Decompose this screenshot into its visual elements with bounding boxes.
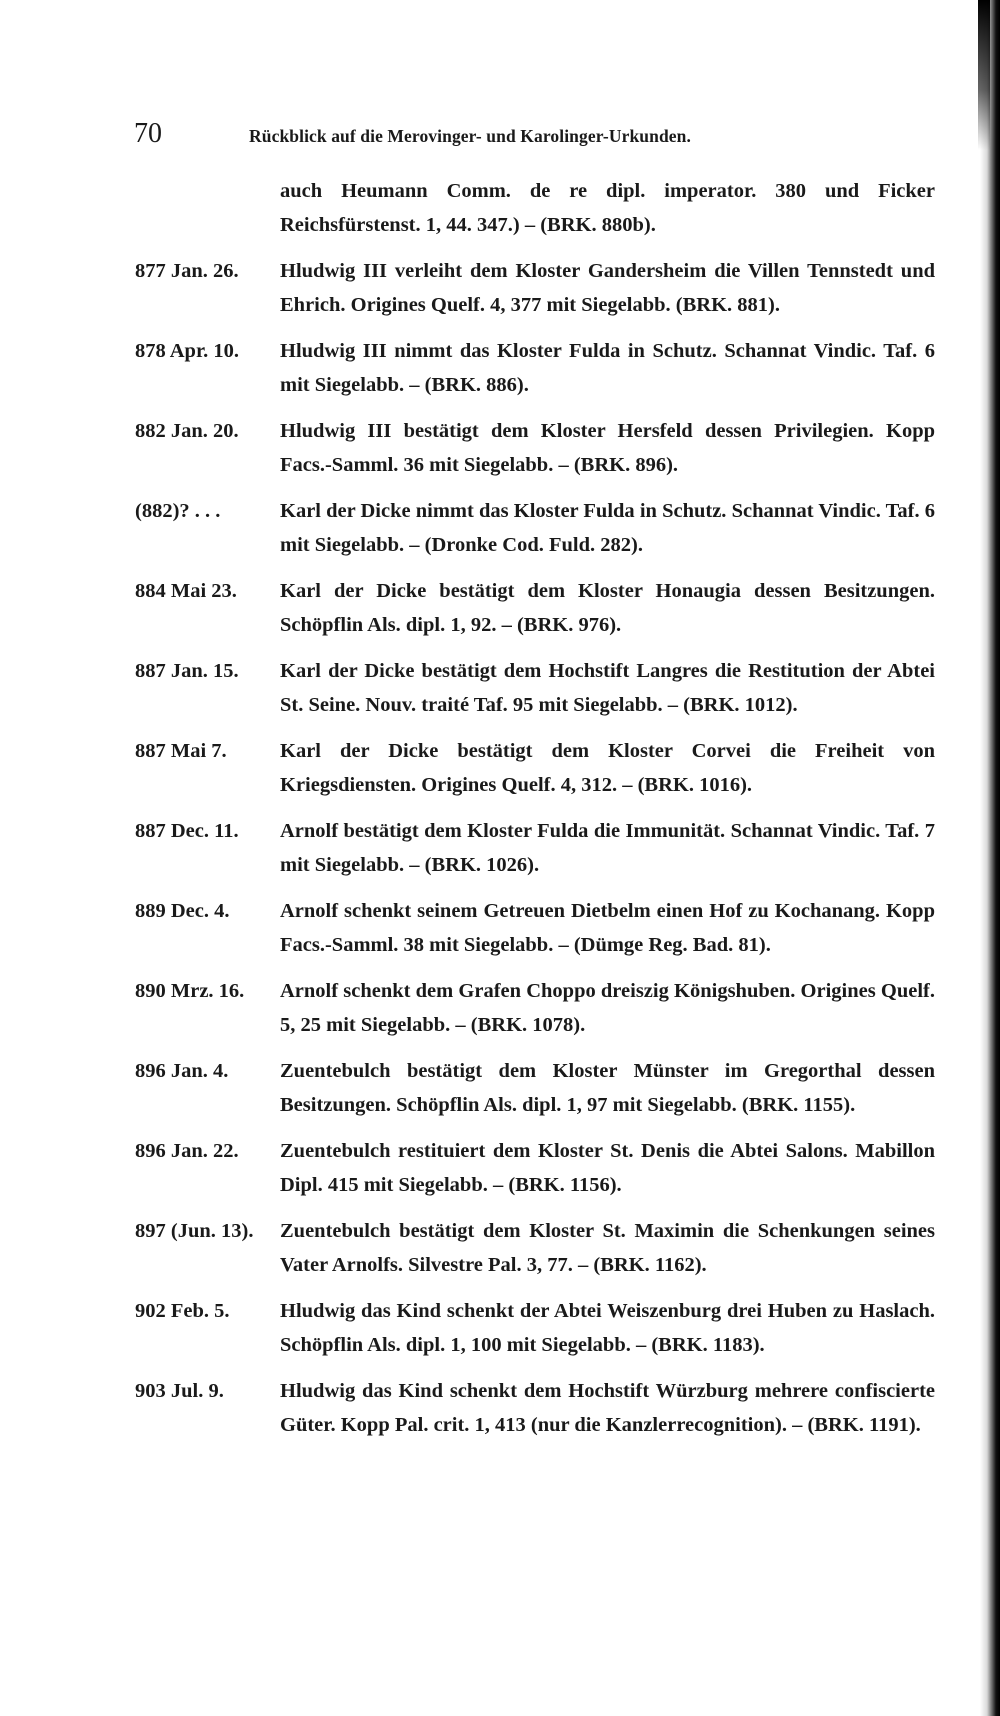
entry-date: 889 Dec. 4. bbox=[135, 900, 230, 922]
entry-date: 887 Mai 7. bbox=[135, 740, 227, 762]
entry-text: Karl der Dicke bestätigt dem Kloster Honaugia dessen Besitzungen. Schöpflin Als. dipl. 1, 92. – (BRK. 976). bbox=[280, 580, 935, 636]
entry-text: Zuentebulch bestätigt dem Kloster Münster im Gregorthal dessen Besitzungen. Schöpflin Als. dipl. 1, 97 mit Siegelabb. (BRK. 1155). bbox=[280, 1060, 935, 1116]
list-item bbox=[135, 894, 965, 962]
list-item bbox=[135, 414, 965, 482]
list-item bbox=[135, 1374, 965, 1442]
entry-date: 902 Feb. 5. bbox=[135, 1300, 230, 1322]
list-item bbox=[135, 974, 965, 1042]
list-item bbox=[135, 494, 965, 562]
entry-date: 897 (Jun. 13). bbox=[135, 1220, 254, 1242]
entry-date: 877 Jan. 26. bbox=[135, 260, 239, 282]
entry-text: Arnolf schenkt seinem Getreuen Dietbelm einen Hof zu Kochanang. Kopp Facs.-Samml. 38 mit Siegelabb. – (Dümge Reg. Bad. 81). bbox=[280, 900, 935, 956]
charter-list bbox=[135, 174, 965, 1454]
list-item bbox=[135, 574, 965, 642]
entry-text: auch Heumann Comm. de re dipl. imperator. 380 und Ficker Reichsfürstenst. 1, 44. 347.) – (BRK. 880b). bbox=[280, 180, 935, 236]
entry-date: 887 Jan. 15. bbox=[135, 660, 239, 682]
entry-date: 903 Jul. 9. bbox=[135, 1380, 224, 1402]
page-edge-shadow bbox=[980, 0, 1000, 1716]
entry-date: 890 Mrz. 16. bbox=[135, 980, 245, 1002]
entry-text: Hludwig das Kind schenkt der Abtei Weiszenburg drei Huben zu Haslach. Schöpflin Als. dipl. 1, 100 mit Siegelabb. – (BRK. 1183). bbox=[280, 1300, 935, 1356]
list-item bbox=[135, 1054, 965, 1122]
entry-text: Zuentebulch bestätigt dem Kloster St. Maximin die Schenkungen seines Vater Arnolfs. Silvestre Pal. 3, 77. – (BRK. 1162). bbox=[280, 1220, 935, 1276]
list-item bbox=[135, 814, 965, 882]
entry-date: (882)? . . . bbox=[135, 500, 221, 522]
entry-date: 896 Jan. 22. bbox=[135, 1140, 239, 1162]
entry-text: Karl der Dicke nimmt das Kloster Fulda in Schutz. Schannat Vindic. Taf. 6 mit Siegelabb. – (Dronke Cod. Fuld. 282). bbox=[280, 500, 935, 556]
page-number: 70 bbox=[134, 118, 162, 149]
entry-date: 887 Dec. 11. bbox=[135, 820, 239, 842]
entry-text: Karl der Dicke bestätigt dem Hochstift Langres die Restitution der Abtei St. Seine. Nouv. traité Taf. 95 mit Siegelabb. – (BRK. 1012). bbox=[280, 660, 935, 716]
entry-date: 896 Jan. 4. bbox=[135, 1060, 229, 1082]
entry-text: Arnolf schenkt dem Grafen Choppo dreiszig Königshuben. Origines Quelf. 5, 25 mit Siegelabb. – (BRK. 1078). bbox=[280, 980, 935, 1036]
list-item bbox=[135, 254, 965, 322]
list-item bbox=[135, 1214, 965, 1282]
entry-date: 878 Apr. 10. bbox=[135, 340, 240, 362]
list-item bbox=[135, 1134, 965, 1202]
list-item bbox=[135, 654, 965, 722]
list-item bbox=[135, 1294, 965, 1362]
entry-text: Karl der Dicke bestätigt dem Kloster Corvei die Freiheit von Kriegsdiensten. Origines Quelf. 4, 312. – (BRK. 1016). bbox=[280, 740, 935, 796]
entry-text: Hludwig das Kind schenkt dem Hochstift Würzburg mehrere confiscierte Güter. Kopp Pal. crit. 1, 413 (nur die Kanzlerrecognition). – (BRK. 1191). bbox=[280, 1380, 935, 1436]
list-item bbox=[135, 734, 965, 802]
page-header bbox=[134, 118, 874, 158]
entry-text: Arnolf bestätigt dem Kloster Fulda die Immunität. Schannat Vindic. Taf. 7 mit Siegelabb. – (BRK. 1026). bbox=[280, 820, 935, 876]
entry-text: Hludwig III nimmt das Kloster Fulda in Schutz. Schannat Vindic. Taf. 6 mit Siegelabb. – (BRK. 886). bbox=[280, 340, 935, 396]
entry-text: Zuentebulch restituiert dem Kloster St. Denis die Abtei Salons. Mabillon Dipl. 415 mit Siegelabb. – (BRK. 1156). bbox=[280, 1140, 935, 1196]
entry-text: Hludwig III bestätigt dem Kloster Hersfeld dessen Privilegien. Kopp Facs.-Samml. 36 mit Siegelabb. – (BRK. 896). bbox=[280, 420, 935, 476]
list-item bbox=[135, 334, 965, 402]
page-edge-shadow-top bbox=[978, 0, 990, 150]
entry-date: 884 Mai 23. bbox=[135, 580, 237, 602]
entry-date: 882 Jan. 20. bbox=[135, 420, 239, 442]
entry-text: Hludwig III verleiht dem Kloster Gandersheim die Villen Tennstedt und Ehrich. Origines Quelf. 4, 377 mit Siegelabb. (BRK. 881). bbox=[280, 260, 935, 316]
running-title: Rückblick auf die Merovinger- und Karolinger-Urkunden. bbox=[249, 126, 691, 146]
list-item bbox=[135, 174, 965, 242]
